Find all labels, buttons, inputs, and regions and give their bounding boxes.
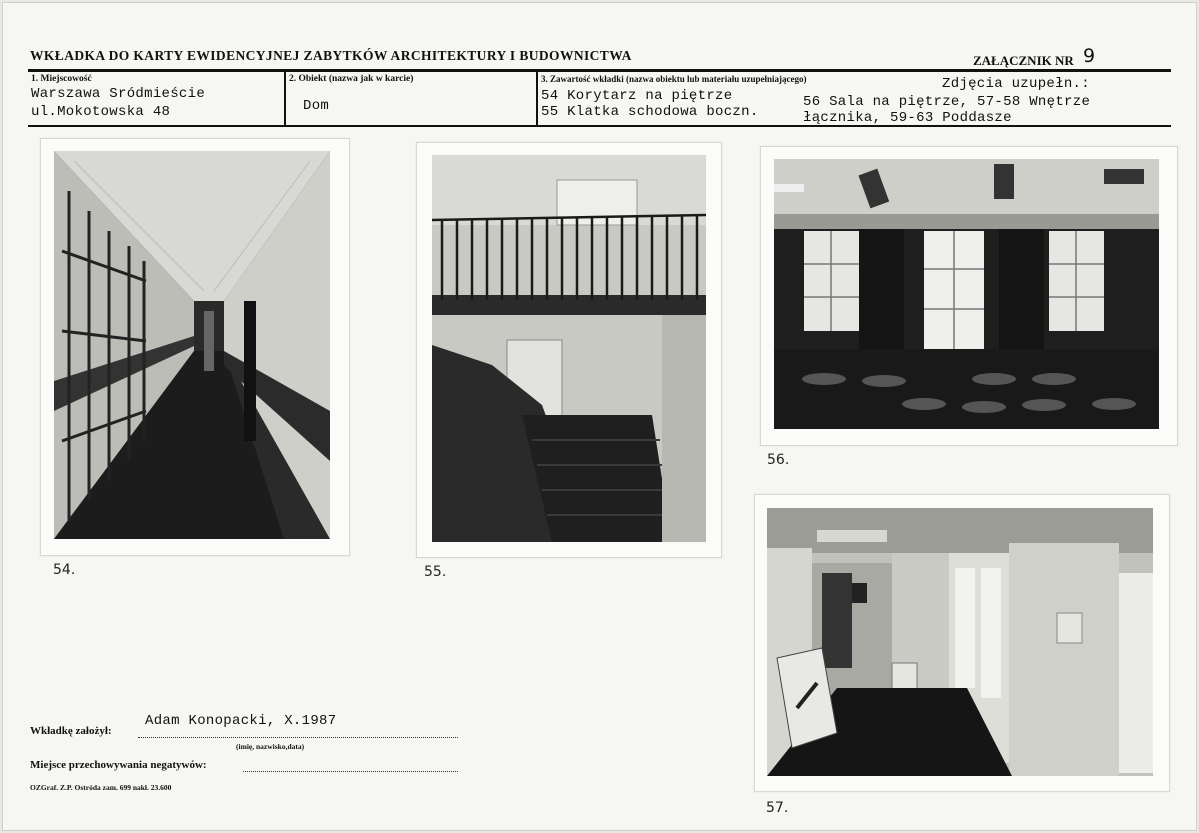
field-divider-2 bbox=[536, 72, 538, 126]
field-contents-item-54: 54 Korytarz na piętrze bbox=[541, 88, 733, 104]
prepared-by-hint: (imię, nazwisko,data) bbox=[236, 742, 305, 751]
field-location-label: 1. Miejscowość bbox=[31, 74, 92, 84]
field-contents-item-55: 55 Klatka schodowa boczn. bbox=[541, 104, 759, 120]
photo-57-interior bbox=[767, 508, 1153, 776]
field-contents-label: 3. Zawartość wkładki (nazwa obiektu lub materiału uzupełniającego) bbox=[541, 74, 807, 84]
photo-57-number: 57. bbox=[766, 800, 789, 816]
photo-56-number: 56. bbox=[767, 452, 790, 468]
prepared-by-value: Adam Konopacki, X.1987 bbox=[145, 713, 337, 729]
photo-54-number: 54. bbox=[53, 562, 76, 578]
field-object-value: Dom bbox=[303, 98, 330, 114]
printer-note: OZGraf. Z.P. Ostróda zam. 699 nakł. 23.600 bbox=[30, 783, 172, 792]
field-contents-heading: Zdjęcia uzupełn.: bbox=[942, 76, 1090, 92]
annex-label-text: ZAŁĄCZNIK NR bbox=[973, 53, 1074, 68]
photo-55-number: 55. bbox=[424, 564, 447, 580]
prepared-by-label: Wkładkę założył: bbox=[30, 725, 112, 737]
header-rule-top bbox=[28, 69, 1171, 72]
field-location-line1: Warszawa Sródmieście bbox=[31, 86, 206, 102]
field-divider-1 bbox=[284, 72, 286, 126]
photo-56-hall bbox=[774, 159, 1159, 429]
annex-number: 9 bbox=[1083, 45, 1096, 67]
photo-54-corridor bbox=[54, 151, 330, 539]
field-contents-item-56-58: 56 Sala na piętrze, 57-58 Wnętrze bbox=[803, 94, 1091, 110]
photo-55-staircase bbox=[432, 155, 706, 542]
negative-storage-label: Miejsce przechowywania negatywów: bbox=[30, 759, 207, 771]
negative-storage-line bbox=[243, 771, 458, 772]
field-object-label: 2. Obiekt (nazwa jak w karcie) bbox=[289, 74, 414, 84]
annex-label bbox=[973, 45, 1096, 70]
field-contents-item-59-63: łącznika, 59-63 Poddasze bbox=[803, 110, 1012, 126]
prepared-by-line bbox=[138, 737, 458, 738]
card-title: WKŁADKA DO KARTY EWIDENCYJNEJ ZABYTKÓW ARCHITEKTURY I BUDOWNICTWA bbox=[30, 48, 632, 63]
field-location-line2: ul.Mokotowska 48 bbox=[31, 104, 171, 120]
